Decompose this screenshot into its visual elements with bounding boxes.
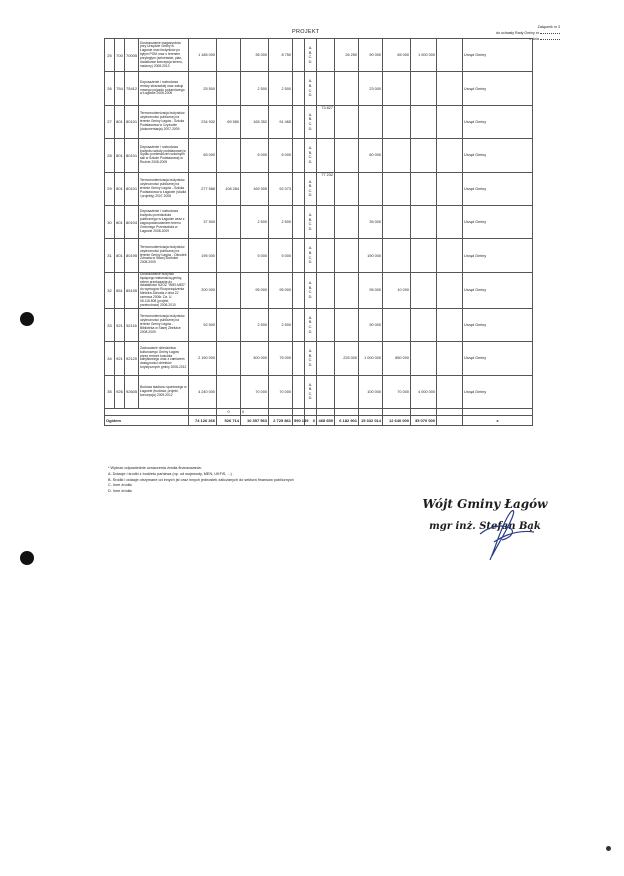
row-dzial: 801 xyxy=(115,172,125,205)
source-code-b: B. xyxy=(308,50,313,55)
row-year-2008: 165 352 xyxy=(241,105,269,138)
row-own-income: 92 073 xyxy=(269,172,293,205)
source-code-a: A. xyxy=(308,112,313,117)
source-code-c: C. xyxy=(308,155,313,160)
sum-rok: 0 xyxy=(241,409,269,416)
row-year-2010: 35 000 xyxy=(359,205,383,238)
row-credits xyxy=(293,375,305,408)
row-year-2012 xyxy=(411,172,437,205)
row-task-name: Doposażenie i rozbudowa remizy strażackiej oraz zakup nowego pojazdu pożarniczego w Łagowie 2008-2009 xyxy=(139,72,189,105)
footnote-4: D. Inne źródła xyxy=(108,489,132,494)
row-year-2009 xyxy=(335,239,359,272)
row-own-income: 8 750 xyxy=(269,39,293,72)
row-dzial: 926 xyxy=(115,375,125,408)
row-other-sources xyxy=(317,239,335,272)
row-own-income: 95 000 xyxy=(269,272,293,308)
row-task-name: Termomodernizacja budynków użyteczności publicznej na terenie Gminy Łagów - Ośrodek Zdrowia w Starej Zbelutce 2008-2009 xyxy=(139,239,189,272)
row-rozdzial: 92116 xyxy=(125,308,139,341)
attachment-dots xyxy=(540,30,560,34)
row-spacer xyxy=(437,139,463,172)
row-year-2011 xyxy=(383,308,411,341)
footnotes xyxy=(108,466,294,495)
total-unit: x xyxy=(463,416,533,426)
source-code-c: C. xyxy=(308,290,313,295)
sum-row xyxy=(105,409,533,416)
row-credits xyxy=(293,205,305,238)
source-code-a: A. xyxy=(308,46,313,50)
row-year-2012 xyxy=(411,139,437,172)
row-task-name: Termomodernizacja budynków użyteczności publicznej na terenie Gminy Łagów - Szkoła Podstawowa w Łagowie (studia i projekty) 2007-2008 xyxy=(139,172,189,205)
row-year-2010: 23 000 xyxy=(359,72,383,105)
row-own-income: 5 000 xyxy=(269,239,293,272)
row-other-sources xyxy=(317,272,335,308)
row-other-sources: 73 827 xyxy=(317,105,335,138)
source-code-b: B. xyxy=(308,184,313,189)
row-total-cost: 195 000 xyxy=(189,239,217,272)
source-code-d: D. xyxy=(308,159,313,164)
row-dzial: 801 xyxy=(115,239,125,272)
row-spent xyxy=(217,342,241,375)
row-year-2010: 60 000 xyxy=(359,139,383,172)
row-lp: 28 xyxy=(105,139,115,172)
row-spent xyxy=(217,375,241,408)
row-spacer xyxy=(437,272,463,308)
row-task-name: Dostosowanie budynku będącego własnością gminy, celem przekazania do działalności NZOZ "WIELMED" do wymogów Rozporządzenia Ministra Zdrowia z dnia 22 czerwca 2006r. Dz. U. 06.118.808 (projekt, przebudowa) 2008-2010 xyxy=(139,272,189,308)
row-other-sources xyxy=(317,375,335,408)
row-lp: 32 xyxy=(105,272,115,308)
row-rozdzial: 80195 xyxy=(125,239,139,272)
row-year-2009 xyxy=(335,272,359,308)
row-credits xyxy=(293,172,305,205)
row-year-2012 xyxy=(411,342,437,375)
row-lp: 27 xyxy=(105,105,115,138)
footnote-2: B. Środki i dotacje otrzymane od innych jst oraz innych jednostek zaliczanych do sektora finansów publicznych xyxy=(108,477,294,482)
source-code-a: A. xyxy=(308,315,313,320)
table-row xyxy=(105,139,533,172)
row-credits xyxy=(293,308,305,341)
total-bsrc: 468 659 xyxy=(317,416,335,426)
punch-hole-bottom xyxy=(20,551,34,565)
row-year-2008: 95 000 xyxy=(241,272,269,308)
row-rozdzial: 80101 xyxy=(125,139,139,172)
source-code-d: D. xyxy=(308,396,313,401)
row-unit: Urząd Gminy xyxy=(463,205,533,238)
source-code-a: A. xyxy=(308,146,313,151)
row-own-income: 70 000 xyxy=(269,375,293,408)
row-credits xyxy=(293,72,305,105)
row-source-codes xyxy=(305,239,317,272)
row-year-2008: 169 305 xyxy=(241,172,269,205)
source-code-d: D. xyxy=(308,260,313,265)
row-rozdzial: 80101 xyxy=(125,172,139,205)
source-code-c: C. xyxy=(308,88,313,93)
sum-wyd-wyk: 0 xyxy=(217,409,241,416)
row-year-2010 xyxy=(359,172,383,205)
page-mark xyxy=(606,846,611,851)
row-credits xyxy=(293,105,305,138)
source-code-d: D. xyxy=(308,329,313,334)
row-spent xyxy=(217,139,241,172)
row-year-2012 xyxy=(411,272,437,308)
total-2009: 6 182 901 xyxy=(335,416,359,426)
table-row xyxy=(105,375,533,408)
source-code-d: D. xyxy=(308,294,313,299)
source-code-b: B. xyxy=(308,83,313,88)
row-year-2011: 850 000 xyxy=(383,342,411,375)
row-total-cost: 65 000 xyxy=(189,139,217,172)
row-task-name: Budowa stadionu sportowego w Łagowie (budowa, projekt, koncepcja) 2009-2012 xyxy=(139,375,189,408)
total-2011: 12 640 000 xyxy=(383,416,411,426)
row-year-2012 xyxy=(411,105,437,138)
table-row xyxy=(105,39,533,72)
row-year-2010 xyxy=(359,105,383,138)
source-code-a: A. xyxy=(308,382,313,387)
row-other-sources xyxy=(317,205,335,238)
source-code-c: C. xyxy=(308,325,313,330)
row-year-2009 xyxy=(335,205,359,238)
source-code-d: D. xyxy=(308,363,313,368)
row-spacer xyxy=(437,105,463,138)
source-code-b: B. xyxy=(308,353,313,358)
row-own-income: 5 000 xyxy=(269,139,293,172)
row-dzial: 801 xyxy=(115,105,125,138)
row-source-codes xyxy=(305,205,317,238)
attachment-line1: Załącznik nr 3 xyxy=(537,25,560,29)
row-rozdzial: 85195 xyxy=(125,272,139,308)
source-code-a: A. xyxy=(308,349,313,354)
row-rozdzial: 92120 xyxy=(125,342,139,375)
row-year-2010: 90 000 xyxy=(359,308,383,341)
row-spent xyxy=(217,72,241,105)
source-code-c: C. xyxy=(308,121,313,126)
source-code-c: C. xyxy=(308,358,313,363)
row-own-income: 2 500 xyxy=(269,308,293,341)
total-2012: 35 070 000 xyxy=(411,416,437,426)
source-code-a: A. xyxy=(308,79,313,84)
row-year-2012: 1 000 000 xyxy=(411,39,437,72)
row-lp: 31 xyxy=(105,239,115,272)
row-year-2010: 100 000 xyxy=(359,375,383,408)
row-spent: 69 580 xyxy=(217,105,241,138)
table-row xyxy=(105,105,533,138)
row-year-2008: 2 500 xyxy=(241,205,269,238)
row-spacer xyxy=(437,72,463,105)
total-row xyxy=(105,416,533,426)
row-unit: Urząd Gminy xyxy=(463,342,533,375)
row-year-2011 xyxy=(383,139,411,172)
row-spent xyxy=(217,272,241,308)
handwritten-signature xyxy=(450,504,540,564)
row-spent xyxy=(217,39,241,72)
table-row xyxy=(105,272,533,308)
row-spacer xyxy=(437,308,463,341)
row-dzial: 801 xyxy=(115,139,125,172)
row-dzial: 921 xyxy=(115,308,125,341)
row-year-2009 xyxy=(335,308,359,341)
row-year-2011 xyxy=(383,205,411,238)
row-rozdzial: 80104 xyxy=(125,205,139,238)
row-spacer xyxy=(437,375,463,408)
total-kredyty: 590 139 xyxy=(293,416,305,426)
row-source-codes xyxy=(305,308,317,341)
row-year-2010: 90 000 xyxy=(359,39,383,72)
row-total-cost: 234 932 xyxy=(189,105,217,138)
row-lp: 26 xyxy=(105,72,115,105)
row-year-2008: 2 500 xyxy=(241,72,269,105)
row-year-2011: 70 000 xyxy=(383,375,411,408)
total-label: Ogółem xyxy=(105,416,189,426)
row-year-2008: 5 000 xyxy=(241,239,269,272)
source-code-c: C. xyxy=(308,391,313,396)
row-year-2012 xyxy=(411,308,437,341)
row-total-cost: 200 000 xyxy=(189,272,217,308)
row-spacer xyxy=(437,205,463,238)
row-unit: Urząd Gminy xyxy=(463,105,533,138)
table-row xyxy=(105,342,533,375)
row-source-codes xyxy=(305,272,317,308)
row-task-name: Termomodernizacja budynków użyteczności publicznej na terenie Gminy Łagów - Biblioteka w Starej Zbelutce 2008-2009 xyxy=(139,308,189,341)
row-dzial: 700 xyxy=(115,39,125,72)
row-own-income: 2 500 xyxy=(269,205,293,238)
row-dzial: 801 xyxy=(115,205,125,238)
row-year-2011: 65 000 xyxy=(383,39,411,72)
total-koszt: 74 126 266 xyxy=(189,416,217,426)
row-year-2009: 225 000 xyxy=(335,342,359,375)
row-spent xyxy=(217,205,241,238)
source-code-c: C. xyxy=(308,255,313,260)
row-year-2009 xyxy=(335,375,359,408)
row-spacer xyxy=(437,239,463,272)
source-code-a: A. xyxy=(308,212,313,217)
row-unit: Urząd Gminy xyxy=(463,39,533,72)
source-code-b: B. xyxy=(308,117,313,122)
stamp-title: Wójt Gminy Łagów xyxy=(422,497,548,511)
footnote-0: * Wybrać odpowiednie oznaczenia źródła finansowania: xyxy=(108,466,202,470)
row-own-income: 75 000 xyxy=(269,342,293,375)
row-source-codes xyxy=(305,72,317,105)
row-lp: 35 xyxy=(105,375,115,408)
row-source-codes xyxy=(305,172,317,205)
row-other-sources: 77 232 xyxy=(317,172,335,205)
row-credits xyxy=(293,39,305,72)
row-lp: 33 xyxy=(105,308,115,341)
attachment-line2-text: do uchwały Rady Gminy nr xyxy=(496,31,539,35)
row-year-2009: 26 250 xyxy=(335,39,359,72)
table-row xyxy=(105,205,533,238)
row-year-2011 xyxy=(383,105,411,138)
row-unit: Urząd Gminy xyxy=(463,375,533,408)
page-title: PROJEKT xyxy=(292,29,320,35)
row-unit: Urząd Gminy xyxy=(463,72,533,105)
source-code-d: D. xyxy=(308,226,313,231)
source-code-b: B. xyxy=(308,285,313,290)
row-year-2010: 1 000 000 xyxy=(359,342,383,375)
row-dzial: 921 xyxy=(115,342,125,375)
row-spent: 108 284 xyxy=(217,172,241,205)
row-source-codes xyxy=(305,39,317,72)
row-own-income: 2 500 xyxy=(269,72,293,105)
row-other-sources xyxy=(317,39,335,72)
row-rozdzial: 80101 xyxy=(125,105,139,138)
row-total-cost: 1 185 000 xyxy=(189,39,217,72)
row-total-cost: 277 588 xyxy=(189,172,217,205)
punch-hole-top xyxy=(20,312,34,326)
source-code-b: B. xyxy=(308,320,313,325)
total-src: 0 xyxy=(305,416,317,426)
row-spent xyxy=(217,308,241,341)
source-code-b: B. xyxy=(308,250,313,255)
source-code-c: C. xyxy=(308,55,313,60)
attachment-dots xyxy=(540,36,560,40)
row-unit: Urząd Gminy xyxy=(463,272,533,308)
row-year-2009 xyxy=(335,105,359,138)
row-year-2011 xyxy=(383,72,411,105)
row-credits xyxy=(293,239,305,272)
table-row xyxy=(105,72,533,105)
row-credits xyxy=(293,342,305,375)
row-source-codes xyxy=(305,105,317,138)
row-year-2008: 70 000 xyxy=(241,375,269,408)
investment-table xyxy=(104,38,533,426)
source-code-d: D. xyxy=(308,93,313,98)
stamp-name: mgr inż. Stefan Bąk xyxy=(429,521,541,532)
row-other-sources xyxy=(317,342,335,375)
row-total-cost: 25 500 xyxy=(189,72,217,105)
row-rozdzial: 75412 xyxy=(125,72,139,105)
table-row xyxy=(105,308,533,341)
row-year-2009 xyxy=(335,72,359,105)
row-total-cost: 2 150 000 xyxy=(189,342,217,375)
row-rozdzial: 92605 xyxy=(125,375,139,408)
row-credits xyxy=(293,272,305,308)
row-other-sources xyxy=(317,72,335,105)
row-lp: 34 xyxy=(105,342,115,375)
row-spacer xyxy=(437,39,463,72)
row-lp: 30 xyxy=(105,205,115,238)
row-year-2010: 95 000 xyxy=(359,272,383,308)
source-code-a: A. xyxy=(308,246,313,251)
footnote-3: C. Inne źródła xyxy=(108,483,132,488)
row-lp: 29 xyxy=(105,172,115,205)
source-code-d: D. xyxy=(308,193,313,198)
source-code-a: A. xyxy=(308,179,313,184)
row-year-2008: 5 000 xyxy=(241,139,269,172)
row-year-2012 xyxy=(411,72,437,105)
table-row xyxy=(105,239,533,272)
row-spacer xyxy=(437,172,463,205)
row-unit: Urząd Gminy xyxy=(463,239,533,272)
row-source-codes xyxy=(305,139,317,172)
source-code-d: D. xyxy=(308,126,313,131)
row-total-cost: 92 500 xyxy=(189,308,217,341)
row-source-codes xyxy=(305,342,317,375)
total-2010: 15 332 014 xyxy=(359,416,383,426)
row-unit: Urząd Gminy xyxy=(463,308,533,341)
footnote-1: A. Dotacje i środki z budżetu państwa (np. od wojewody, MEN, UKFiS, ...) xyxy=(108,471,232,476)
source-code-d: D. xyxy=(308,59,313,64)
row-year-2008: 35 000 xyxy=(241,39,269,72)
row-unit: Urząd Gminy xyxy=(463,172,533,205)
row-total-cost: 37 500 xyxy=(189,205,217,238)
row-year-2012: 4 000 000 xyxy=(411,375,437,408)
row-unit: Urząd Gminy xyxy=(463,139,533,172)
row-own-income: 91 465 xyxy=(269,105,293,138)
attachment-line3-text: z dnia xyxy=(529,37,539,41)
row-total-cost: 4 240 000 xyxy=(189,375,217,408)
table-row xyxy=(105,172,533,205)
row-year-2009 xyxy=(335,172,359,205)
row-year-2009 xyxy=(335,139,359,172)
row-task-name: Doposażenie i rozbudowa budynku przedszkola publicznego w Łagowie wraz z zagospodarowaniem terenu Gminnego Przedszkola w Łagowie 2008-2009 xyxy=(139,205,189,238)
source-code-c: C. xyxy=(308,222,313,227)
row-year-2010: 190 000 xyxy=(359,239,383,272)
row-task-name: Doposażenie i rozbudowa budynku szkoły podstawowej w Sędku pomieszczeń szkolnych sali w Szkole Podstawowej w Rudnie 2008-2009 xyxy=(139,139,189,172)
source-code-b: B. xyxy=(308,217,313,222)
total-wyd-wyk: 526 714 xyxy=(217,416,241,426)
source-code-b: B. xyxy=(308,150,313,155)
row-credits xyxy=(293,139,305,172)
row-year-2008: 2 500 xyxy=(241,308,269,341)
total-rok: 10 357 563 xyxy=(241,416,269,426)
row-year-2011: 10 000 xyxy=(383,272,411,308)
row-dzial: 754 xyxy=(115,72,125,105)
row-task-name: Zachowanie dziedzictwa kulturowego Gminy Łagów przez remont kościoła zabytkowego oraz z zamiarem dostępności obiektów turystycznych gminy 2008-2012 xyxy=(139,342,189,375)
row-other-sources xyxy=(317,139,335,172)
total-dochody: 2 725 861 xyxy=(269,416,293,426)
row-spent xyxy=(217,239,241,272)
row-source-codes xyxy=(305,375,317,408)
source-code-c: C. xyxy=(308,188,313,193)
row-rozdzial: 70005 xyxy=(125,39,139,72)
row-dzial: 851 xyxy=(115,272,125,308)
row-lp: 25 xyxy=(105,39,115,72)
source-code-b: B. xyxy=(308,387,313,392)
row-year-2011 xyxy=(383,239,411,272)
row-year-2012 xyxy=(411,205,437,238)
row-year-2012 xyxy=(411,239,437,272)
row-spacer xyxy=(437,342,463,375)
row-year-2008: 300 000 xyxy=(241,342,269,375)
row-other-sources xyxy=(317,308,335,341)
row-year-2011 xyxy=(383,172,411,205)
source-code-a: A. xyxy=(308,281,313,286)
row-task-name: Termomodernizacja budynków użyteczności publicznej na terenie Gminy Łagów - Szkoła Podstawowa w Czyżowie (dokumentacja) 2007-2009 xyxy=(139,105,189,138)
row-task-name: Dostosowanie magazynków przy Urzędzie Gminy w Łagowie oraz budynków po byłym POM oraz o terenem przyległym (sekretariat, plan, dodatkowe koncepcja terenu, nadzory) 2008-2013 xyxy=(139,39,189,72)
